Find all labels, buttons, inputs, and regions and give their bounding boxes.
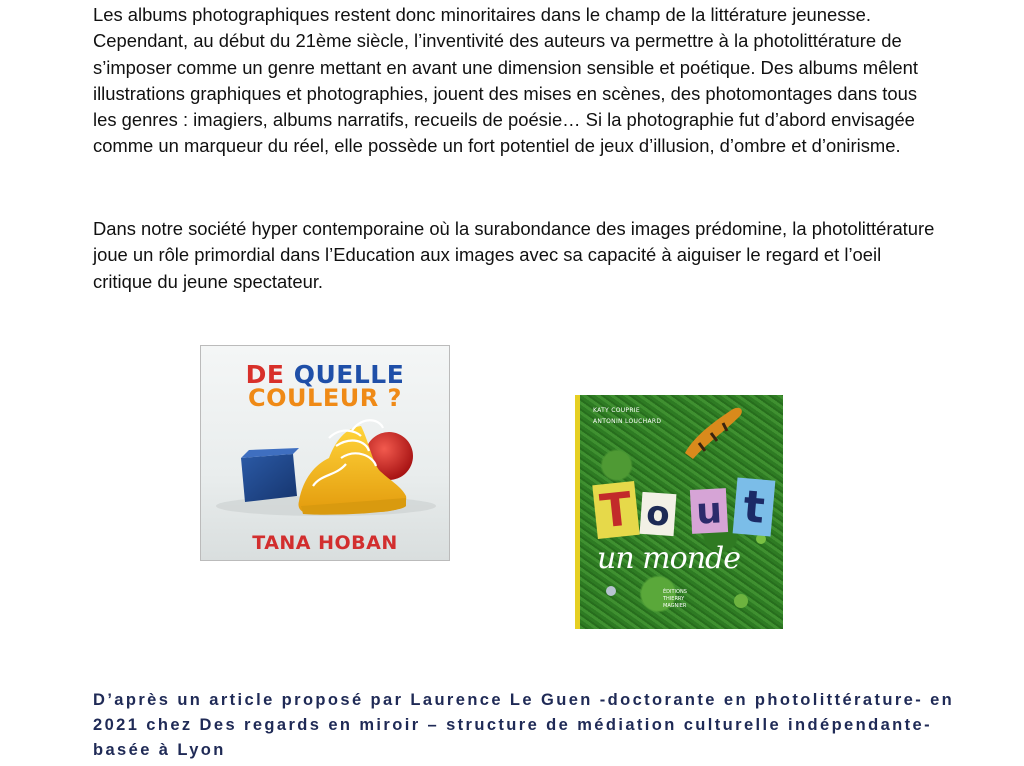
- cover2-title-letter: o: [640, 492, 677, 536]
- book-cover-de-quelle-couleur: [200, 345, 450, 561]
- cover1-author: TANA HOBAN: [252, 532, 398, 554]
- cover2-title-letters: [595, 479, 775, 539]
- cover2-publisher: [663, 589, 687, 610]
- article-credit: D’après un article proposé par Laurence Le Guen -doctorante en photolittérature- en 2021 chez Des regards en miroir – structure de médiation culturelle indépendante- basée à Lyon: [93, 691, 955, 759]
- cover1-title-word1: DE: [245, 360, 285, 389]
- book-cover-tout-un-monde: [575, 395, 783, 629]
- cover2-title-letter: u: [690, 488, 728, 534]
- cover1-title-word2: QUELLE: [293, 360, 405, 389]
- paragraph-1: Les albums photographiques restent donc minoritaires dans le champ de la littérature jeunesse. Cependant, au début du 21ème siècle, l’inventivité des auteurs va permettre à la photolittérature de s’imposer comme un genre mettant en avant une dimension sensible et poétique. Des albums mêlent illustrations graphiques et photographies, jouent des mises en scènes, des photomontages dans tous les genres : imagiers, albums narratifs, recueils de poésie… Si la photographie fut d’abord envisagée comme un marqueur du réel, elle possède un fort potentiel de jeux d’illusion, d’ombre et d’onirisme.: [93, 4, 918, 157]
- cover2-author-2: ANTONIN LOUCHARD: [593, 418, 662, 425]
- cover1-photo-illustration: [201, 346, 450, 561]
- cover2-subtitle: un monde: [597, 541, 740, 576]
- cover2-publisher-line: MAGNIER: [663, 603, 687, 609]
- paragraph-2: Dans notre société hyper contemporaine où la surabondance des images prédomine, la photolittérature joue un rôle primordial dans l’Education aux images avec sa capacité à aiguiser le regard et l’oeil critique du jeune spectateur.: [93, 218, 935, 292]
- cover2-publisher-line: THIERRY: [663, 596, 685, 602]
- cover2-title-letter: T: [592, 481, 639, 539]
- cover2-author-1: KATY COUPRIE: [593, 407, 640, 414]
- cover2-title-letter: t: [733, 477, 776, 536]
- cover1-title-line2: COULEUR ?: [248, 384, 402, 412]
- cover2-publisher-line: ÉDITIONS: [663, 589, 687, 595]
